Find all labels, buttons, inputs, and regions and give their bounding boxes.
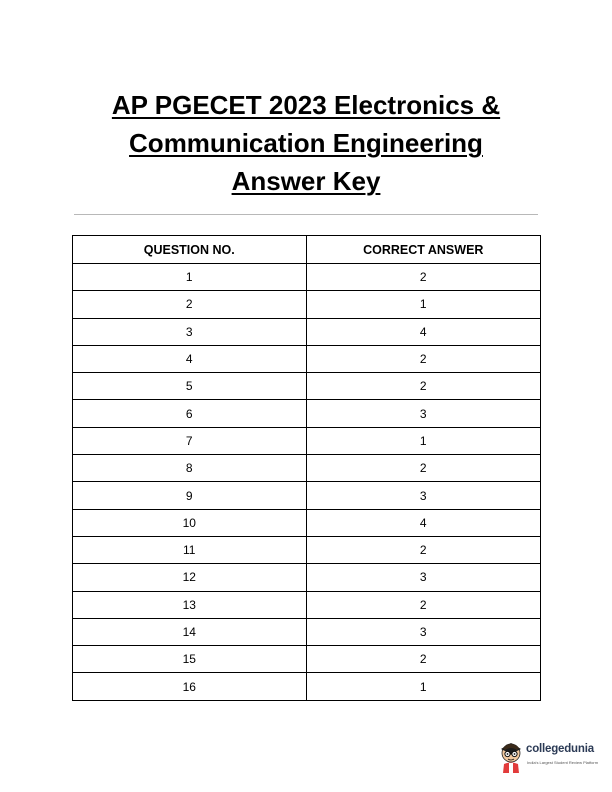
table-row xyxy=(73,400,541,427)
question-number-cell: 9 xyxy=(73,482,307,509)
answer-cell: 1 xyxy=(306,427,541,454)
table-row xyxy=(73,509,541,536)
table-row xyxy=(73,646,541,673)
column-header-correct-answer: CORRECT ANSWER xyxy=(306,236,541,264)
title-line-1: AP PGECET 2023 Electronics & xyxy=(111,90,501,120)
answer-cell: 1 xyxy=(306,291,541,318)
table-row xyxy=(73,564,541,591)
answer-cell: 2 xyxy=(306,536,541,563)
answer-cell: 2 xyxy=(306,264,541,291)
answer-cell: 3 xyxy=(306,618,541,645)
answer-cell: 3 xyxy=(306,564,541,591)
question-number-cell: 10 xyxy=(73,509,307,536)
question-number-cell: 13 xyxy=(73,591,307,618)
table-row xyxy=(73,618,541,645)
answer-cell: 4 xyxy=(306,509,541,536)
horizontal-divider xyxy=(74,214,538,215)
answer-cell: 1 xyxy=(306,673,541,700)
question-number-cell: 11 xyxy=(73,536,307,563)
table-row xyxy=(73,536,541,563)
table-row xyxy=(73,673,541,700)
question-number-cell: 7 xyxy=(73,427,307,454)
table-row xyxy=(73,591,541,618)
answer-key-table xyxy=(72,235,541,701)
column-header-question-no: QUESTION NO. xyxy=(73,236,307,264)
answer-cell: 2 xyxy=(306,646,541,673)
table-row xyxy=(73,345,541,372)
table-row xyxy=(73,318,541,345)
answer-cell: 2 xyxy=(306,455,541,482)
table-row xyxy=(73,373,541,400)
student-mascot-icon xyxy=(498,740,524,774)
question-number-cell: 1 xyxy=(73,264,307,291)
question-number-cell: 14 xyxy=(73,618,307,645)
answer-cell: 2 xyxy=(306,373,541,400)
question-number-cell: 6 xyxy=(73,400,307,427)
answer-cell: 4 xyxy=(306,318,541,345)
answer-cell: 3 xyxy=(306,400,541,427)
title-line-2: Communication Engineering xyxy=(129,128,483,158)
table-row xyxy=(73,455,541,482)
question-number-cell: 5 xyxy=(73,373,307,400)
answer-cell: 2 xyxy=(306,345,541,372)
table-row xyxy=(73,482,541,509)
answer-cell: 2 xyxy=(306,591,541,618)
collegedunia-logo xyxy=(496,738,612,778)
question-number-cell: 3 xyxy=(73,318,307,345)
logo-tagline: India's Largest Student Review Platform xyxy=(527,760,599,765)
table-row xyxy=(73,264,541,291)
question-number-cell: 2 xyxy=(73,291,307,318)
question-number-cell: 12 xyxy=(73,564,307,591)
answer-cell: 3 xyxy=(306,482,541,509)
question-number-cell: 8 xyxy=(73,455,307,482)
question-number-cell: 15 xyxy=(73,646,307,673)
table-row xyxy=(73,427,541,454)
table-row xyxy=(73,291,541,318)
title-line-3: Answer Key xyxy=(231,166,381,196)
document-title xyxy=(0,86,612,200)
question-number-cell: 16 xyxy=(73,673,307,700)
logo-wordmark: collegedunia xyxy=(526,743,594,755)
question-number-cell: 4 xyxy=(73,345,307,372)
table-header-row xyxy=(73,236,541,264)
